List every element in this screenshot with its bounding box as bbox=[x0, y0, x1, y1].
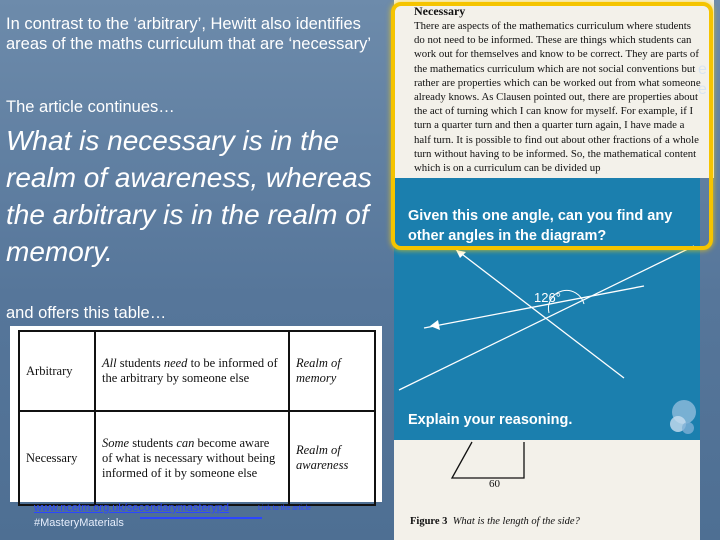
row-description-text: students bbox=[129, 435, 177, 450]
edge-text-line: e bbox=[698, 61, 707, 78]
row-description-text: become aware of what is necessary without being informed of it by someone else bbox=[102, 435, 276, 480]
row-description-quantifier: All bbox=[102, 356, 117, 370]
side-label: 60 bbox=[489, 478, 500, 490]
task-question: Given this one angle, can you find any other angles in the diagram? bbox=[408, 208, 673, 244]
hashtag: #MasteryMaterials bbox=[34, 517, 124, 529]
article-body: There are aspects of the mathematics curriculum where students do not need to be informed. These are things which students can work out for themselves and know to be correct. They are parts of the mathematics curriculum which are not social conventions but rather are properties which can be worked out from what someone already knows. As Clausen pointed out, there are properties about the act of turning which I can know for myself. For example, if I turn a quarter turn and then a quarter turn again, I have made a half turn. It is possible to find out about other fractions of a whole turn without having to be informed. So, the mathematical content which is on a curriculum can be divided up bbox=[414, 20, 701, 175]
row-description-text: to be informed of the arbitrary by someone else bbox=[102, 356, 278, 385]
offers-text: and offers this table… bbox=[6, 304, 167, 322]
comparison-table-image bbox=[10, 326, 382, 502]
quote-text: What is necessary is in the realm of awareness, whereas the arbitrary is in the realm of memory. bbox=[6, 125, 372, 267]
figure-caption-text: What is the length of the side? bbox=[452, 516, 580, 527]
row-realm: Realm of awareness bbox=[289, 411, 375, 505]
row-description-emphasis: need bbox=[163, 356, 188, 370]
article-link-small[interactable]: Link to the article bbox=[258, 505, 311, 512]
figure-number: Figure 3 bbox=[410, 516, 448, 527]
figure-panel bbox=[394, 440, 700, 540]
row-label: Arbitrary bbox=[19, 331, 95, 411]
continues-text: The article continues… bbox=[6, 98, 175, 116]
arrow-marker bbox=[430, 320, 440, 330]
highlight-frame bbox=[391, 2, 713, 250]
triangle-shape bbox=[452, 442, 524, 478]
intro-text: In contrast to the ‘arbitrary’, Hewitt also identifies areas of the maths curriculum that are ‘necessary’ bbox=[6, 15, 371, 53]
diagram-line bbox=[454, 248, 624, 378]
link-underline bbox=[140, 517, 262, 519]
row-description-quantifier: Some bbox=[102, 435, 130, 450]
row-description bbox=[95, 331, 289, 411]
table-row bbox=[19, 331, 375, 411]
comparison-table bbox=[18, 330, 376, 506]
row-description-emphasis: can bbox=[176, 435, 195, 450]
angle-label: 126° bbox=[534, 290, 561, 305]
diagram-line bbox=[399, 246, 694, 390]
triangle-figure bbox=[394, 440, 700, 510]
row-realm: Realm of memory bbox=[289, 331, 375, 411]
edge-text-line: e bbox=[698, 81, 707, 98]
row-description bbox=[95, 411, 289, 505]
row-label: Necessary bbox=[19, 411, 95, 505]
article-link[interactable]: www.ncetm.org.uk/secondarymasterypd bbox=[34, 502, 230, 514]
decorative-circle bbox=[682, 422, 694, 434]
edge-text bbox=[698, 60, 707, 100]
figure-caption bbox=[410, 516, 580, 527]
article-heading: Necessary bbox=[414, 4, 466, 18]
row-description-text: students bbox=[116, 356, 164, 370]
task-explain: Explain your reasoning. bbox=[408, 412, 573, 428]
table-row bbox=[19, 411, 375, 505]
